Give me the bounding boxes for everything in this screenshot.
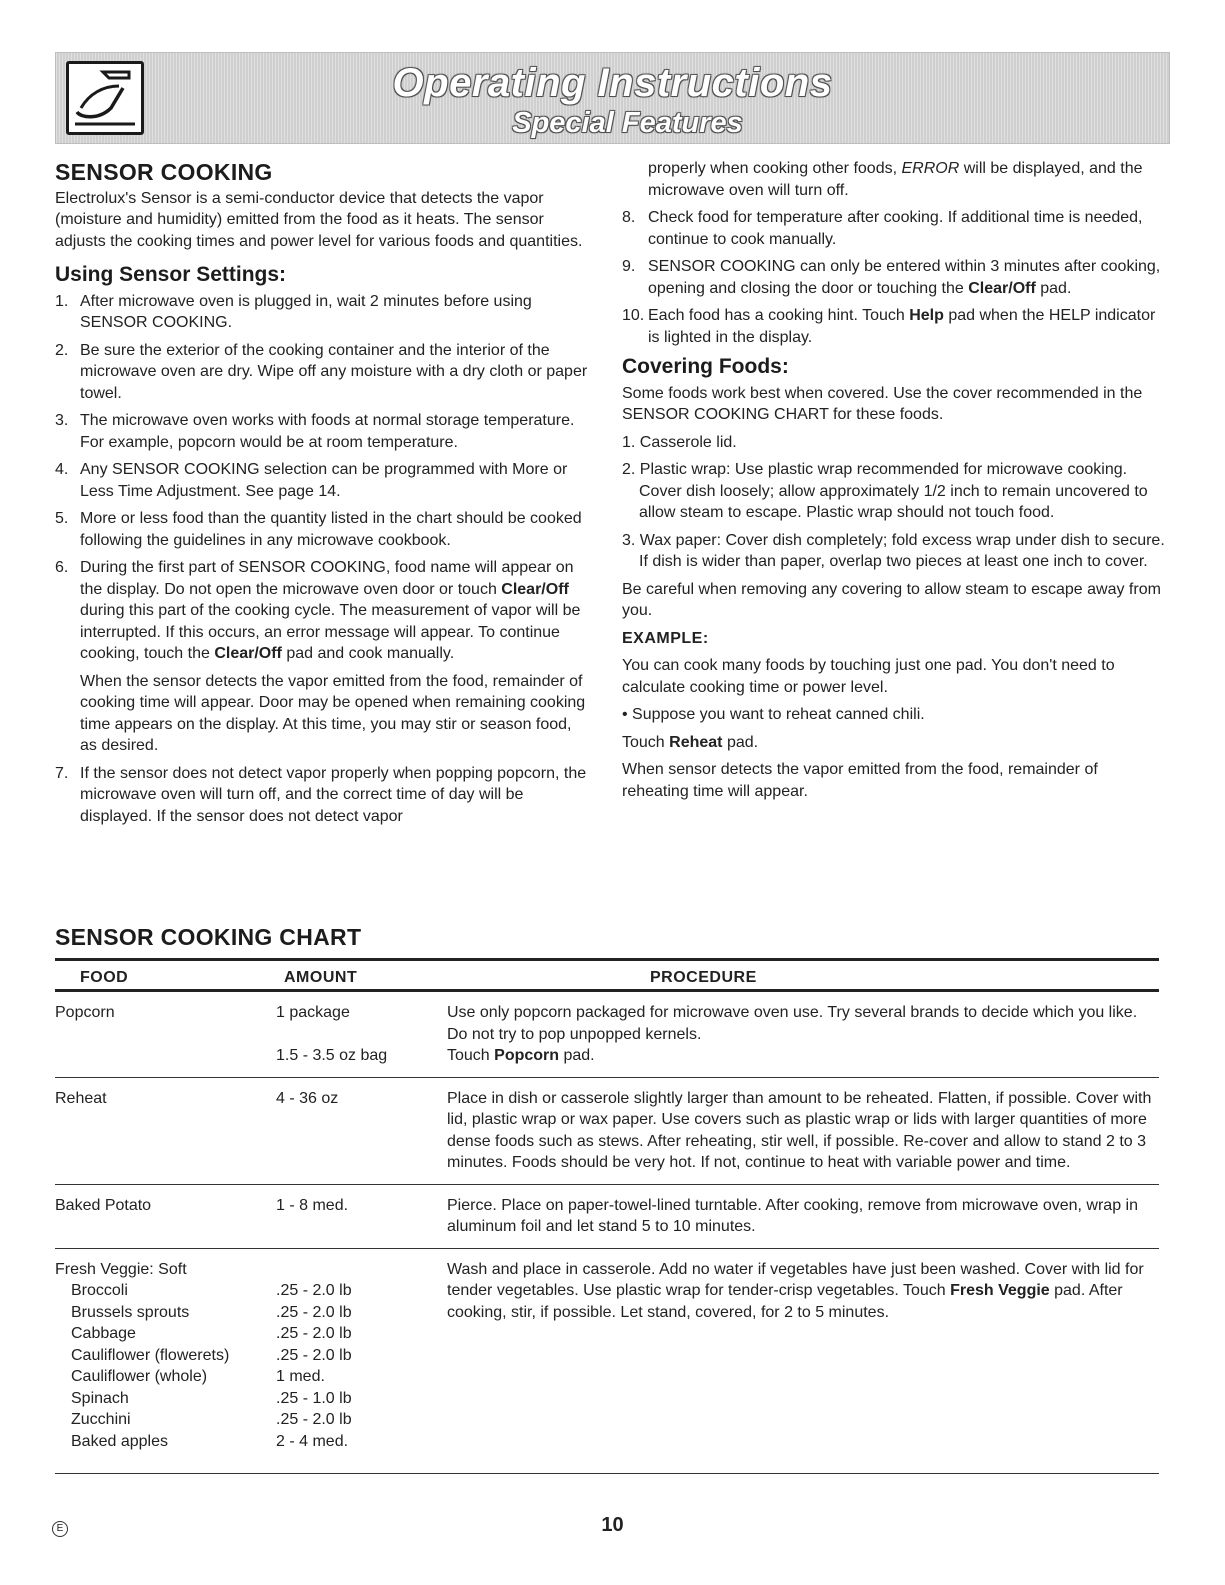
list-item [55, 557, 590, 757]
example-bullet: • Suppose you want to reheat canned chili. [622, 706, 925, 723]
sensor-cooking-heading: SENSOR COOKING [55, 159, 273, 185]
food-column-header: FOOD [80, 969, 129, 986]
language-mark: E [52, 1521, 68, 1537]
amount-value: .25 - 2.0 lb [276, 1303, 352, 1321]
item-text: During the first part of SENSOR COOKING, food name will appear on the display. Do not open the microwave oven door or touch [80, 559, 574, 598]
procedure-text: pad. After cooking, stir, if possible. Let stand, covered, for 2 to 5 minutes. [447, 1282, 1123, 1321]
item-text: If the sensor does not detect vapor properly when popping popcorn, the microwave oven will turn off, and the correct time of day will be displayed. If the sensor does not detect vapor [80, 764, 587, 825]
page-subtitle: Special Features [512, 107, 743, 139]
item-text: More or less food than the quantity listed in the chart should be cooked following the guidelines in any microwave cookbook. [80, 510, 582, 549]
error-label: ERROR [901, 160, 960, 177]
list-item [55, 508, 590, 551]
item-text: When the sensor detects the vapor emitted from the food, remainder of cooking time will appear. Door may be opened when remaining cooking time appears on the display. At this time, you may stir or season food, as desired. [80, 672, 586, 754]
procedure-text: Wash and place in casserole. Add no water if vegetables have just been washed. Cover with lid for tender vegetables. Use plastic wrap for tender-crisp vegetables. Touch [447, 1260, 1144, 1299]
item-text: pad. [722, 733, 759, 751]
amount-cell: 1 - 8 med. [276, 1196, 349, 1214]
list-item [55, 410, 590, 453]
clear-off-label: Clear/Off [968, 279, 1036, 297]
fresh-veggie-label: Fresh Veggie [950, 1282, 1050, 1299]
veggie-name: Brussels sprouts [71, 1303, 190, 1321]
procedure-text: Use only popcorn packaged for microwave oven use. Try several brands to decide which you like. Do not try to pop unpopped kernels. [447, 1004, 1138, 1043]
list-item [55, 340, 590, 405]
food-cell [55, 1259, 265, 1453]
veggie-name: Cabbage [71, 1325, 136, 1342]
item-number: 8. [622, 209, 636, 226]
table-row [55, 1249, 1159, 1474]
covering-foods-heading: Covering Foods: [622, 355, 789, 378]
item-text: during this part of the cooking cycle. The measurement of vapor will be interrupted. If this occurs, an error message will appear. To continue cooking, touch the [80, 602, 581, 662]
veggie-name: Zucchini [71, 1411, 131, 1428]
example-text: You can cook many foods by touching just one pad. You don't need to calculate cooking time or power level. [622, 657, 1115, 696]
left-column [55, 159, 590, 833]
item-text: The microwave oven works with foods at normal storage temperature. For example, popcorn would be at room temperature. [80, 412, 575, 451]
item-text: SENSOR COOKING can only be entered within 3 minutes after cooking, opening and closing the door or touching the [648, 258, 1161, 297]
list-item [55, 291, 590, 334]
procedure-cell [447, 1259, 1152, 1324]
amount-value: .25 - 2.0 lb [276, 1325, 352, 1342]
table-row [55, 1078, 1159, 1185]
item-number: 9. [622, 258, 636, 275]
item-number: 1. [55, 292, 69, 310]
covering-intro: Some foods work best when covered. Use the cover recommended in the SENSOR COOKING CHART for these foods. [622, 384, 1143, 423]
cover-item: 2. Plastic wrap: Use plastic wrap recommended for microwave cooking. Cover dish loosely; allow approximately 1/2 inch to remain uncovered to allow steam to escape. Plastic wrap should not touch food. [622, 461, 1148, 521]
veggie-name: Cauliflower (whole) [71, 1368, 208, 1385]
right-column [622, 158, 1167, 808]
final-note: When sensor detects the vapor emitted from the food, remainder of reheating time will appear. [622, 761, 1098, 800]
item-text: After microwave oven is plugged in, wait 2 minutes before using SENSOR COOKING. [80, 292, 532, 331]
clear-off-label: Clear/Off [501, 580, 569, 598]
using-sensor-heading: Using Sensor Settings: [55, 263, 287, 286]
cover-item: 1. Casserole lid. [622, 433, 737, 451]
veggie-name: Spinach [71, 1389, 129, 1407]
amount-value: 1.5 - 3.5 oz bag [276, 1047, 388, 1064]
item-text: Be sure the exterior of the cooking container and the interior of the microwave oven are dry. Wipe off any moisture with a dry cloth or paper towel. [80, 341, 588, 402]
cover-item: 3. Wax paper: Cover dish completely; fold excess wrap under dish to secure. If dish is wider than paper, overlap two pieces at least one inch to cover. [622, 531, 1165, 570]
list-item [622, 305, 1167, 348]
veggie-name: Cauliflower (flowerets) [71, 1346, 230, 1364]
amount-value: 1 med. [276, 1368, 325, 1385]
sensor-cooking-chart [55, 958, 1159, 1474]
touch-reheat [622, 732, 1167, 754]
reheat-label: Reheat [669, 733, 723, 751]
item-number: 6. [55, 559, 69, 576]
chart-title: SENSOR COOKING CHART [55, 924, 362, 950]
item-number: 7. [55, 764, 69, 782]
amount-value: .25 - 2.0 lb [276, 1346, 352, 1364]
table-row [55, 992, 1159, 1078]
item-number: 10. [622, 307, 645, 324]
list-item-continued [622, 158, 1167, 201]
example-heading: EXAMPLE: [622, 629, 709, 647]
amount-cell [276, 1002, 436, 1067]
amount-column-header: AMOUNT [284, 969, 358, 986]
food-cell: Reheat [55, 1089, 107, 1107]
list-item [55, 459, 590, 502]
item-text: pad when the HELP indicator is lighted in the display. [648, 307, 1156, 346]
item-text: pad and cook manually. [281, 645, 455, 662]
food-cell: Popcorn [55, 1004, 115, 1021]
page-title: Operating Instructions [392, 61, 833, 105]
food-cell: Baked Potato [55, 1196, 152, 1214]
help-label: Help [909, 307, 944, 324]
item-text: properly when cooking other foods, [648, 160, 902, 177]
amount-value: 1 package [276, 1004, 350, 1021]
item-number: 5. [55, 510, 69, 527]
procedure-cell: Place in dish or casserole slightly larger than amount to be reheated. Flatten, if possible. Cover with lid, plastic wrap or wax paper. Use covers such as plastic wrap or lids with larger quantities of more dense foods such as stews. After reheating, stir well, if possible. Re-cover and allow to stand 2 to 3 minutes. Foods should be very hot. If not, continue to heat with variable power and time. [447, 1089, 1152, 1171]
item-text: Each food has a cooking hint. Touch [648, 307, 910, 324]
header-banner [55, 52, 1170, 144]
procedure-cell [447, 1002, 1152, 1067]
amount-value: .25 - 2.0 lb [276, 1282, 352, 1299]
amount-value: .25 - 2.0 lb [276, 1411, 352, 1428]
item-text: will be displayed, and the microwave oven will turn off. [648, 160, 1143, 199]
sensor-intro: Electrolux's Sensor is a semi-conductor device that detects the vapor (moisture and humidity) emitted from the food as it heats. The sensor adjusts the cooking times and power level for various foods and quantities. [55, 189, 583, 250]
table-row [55, 1185, 1159, 1249]
list-item [622, 207, 1167, 250]
item-number: 2. [55, 341, 69, 359]
item-text: Touch [622, 733, 670, 751]
procedure-cell: Pierce. Place on paper-towel-lined turntable. After cooking, remove from microwave oven, wrap in aluminum foil and let stand 5 to 10 minutes. [447, 1196, 1138, 1235]
procedure-column-header: PROCEDURE [650, 969, 757, 986]
chart-header [55, 958, 1159, 992]
clear-off-label: Clear/Off [214, 645, 282, 662]
amount-cell [276, 1259, 436, 1453]
careful-note: Be careful when removing any covering to allow steam to escape away from you. [622, 580, 1161, 619]
item-text: Check food for temperature after cooking. If additional time is needed, continue to cook manually. [648, 209, 1143, 248]
item-number: 4. [55, 461, 69, 478]
popcorn-label: Popcorn [494, 1047, 560, 1064]
list-item [622, 256, 1167, 299]
amount-cell: 4 - 36 oz [276, 1089, 339, 1107]
list-item [55, 763, 590, 828]
procedure-text: pad. [559, 1047, 595, 1064]
amount-value: 2 - 4 med. [276, 1432, 349, 1450]
page-number: 10 [601, 1514, 624, 1536]
amount-value: .25 - 1.0 lb [276, 1389, 352, 1407]
veggie-name: Broccoli [71, 1282, 128, 1299]
item-number: 3. [55, 412, 69, 429]
item-text: pad. [1035, 279, 1072, 297]
procedure-text: Touch [447, 1047, 495, 1064]
item-text: Any SENSOR COOKING selection can be programmed with More or Less Time Adjustment. See page 14. [80, 461, 568, 500]
veggie-name: Baked apples [71, 1432, 168, 1450]
food-name: Fresh Veggie: Soft [55, 1260, 187, 1278]
